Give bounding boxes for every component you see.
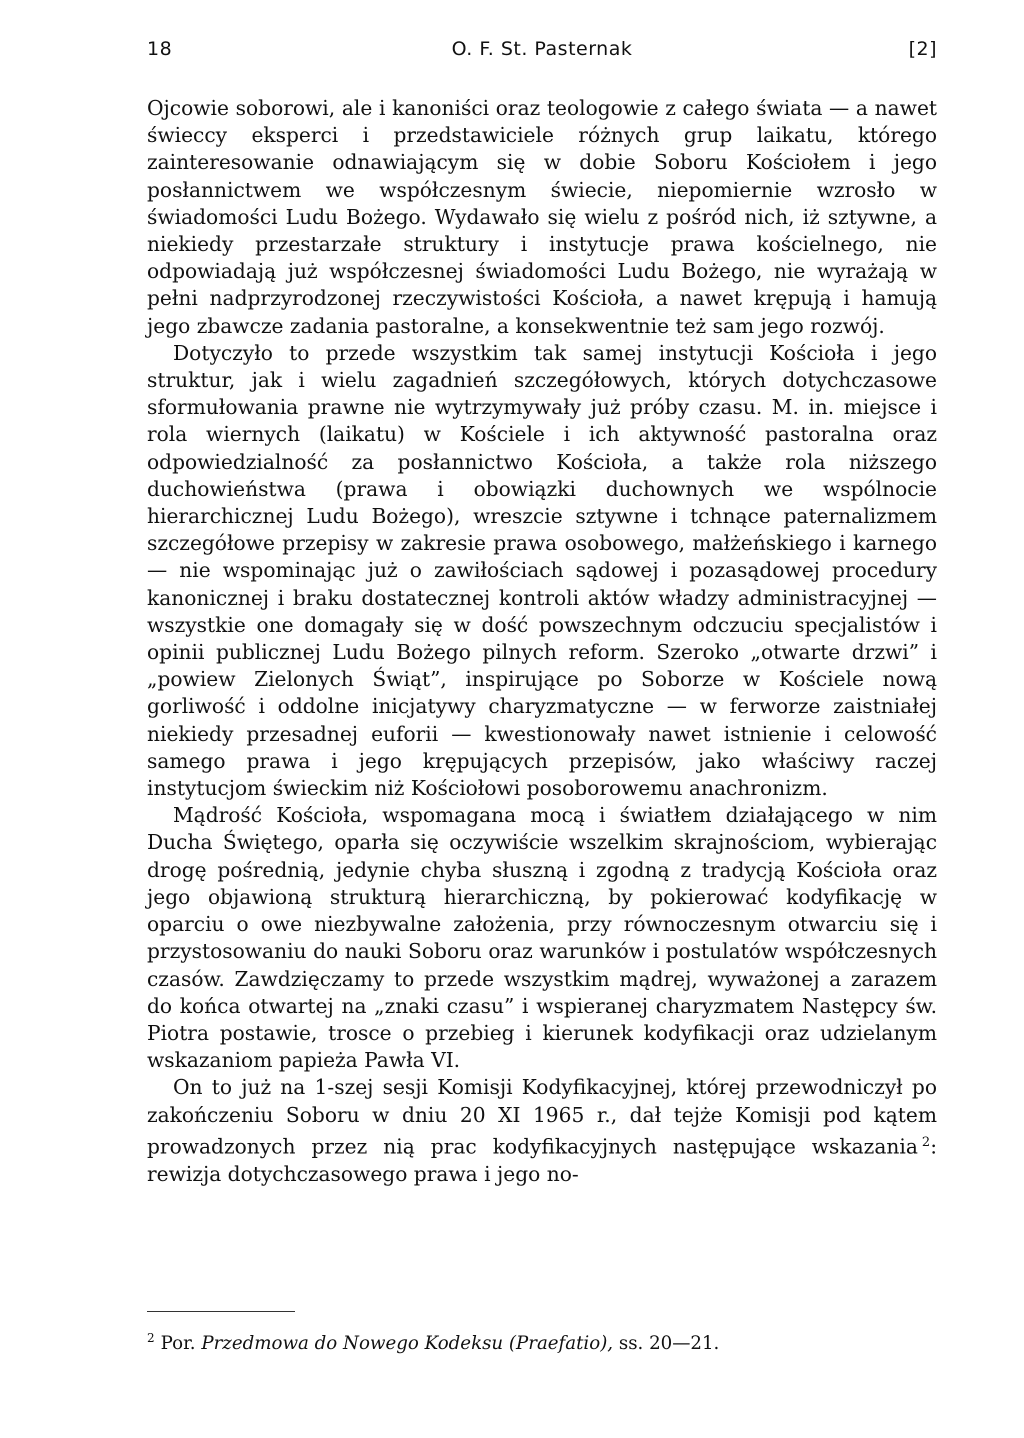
paragraph-1: Ojcowie soborowi, ale i kanoniści oraz teologowie z całego świata — a nawet świeccy eksperci i przedstawiciele różnych grup laikatu, którego zainteresowanie odnawiającym się w dobie Soboru Kościołem i jego posłannictwem we współczesnym świecie, niepomiernie wzrosło w świadomości Ludu Bożego. Wydawało się wielu z pośród nich, iż sztywne, a niekiedy przestarzałe struktury i instytucje prawa kościelnego, nie odpowiadają już współczesnej świadomości Ludu Bożego, nie wyrażają w pełni nadprzyrodzonej rzeczywistości Kościoła, a nawet krępują i hamują jego zbawcze zadania pastoralne, a konsekwentnie też sam jego rozwój. — [147, 96, 937, 338]
main-text — [147, 95, 937, 1188]
paragraph-3: Mądrość Kościoła, wspomagana mocą i światłem działającego w nim Ducha Świętego, oparła się oczywiście wszelkim skrajnościom, wybierając drogę pośrednią, jedynie chyba słuszną i zgodną z tradycją Kościoła oraz jego objawioną strukturą hierarchiczną, by pokierować kodyfikację w oparciu o owe niezbywalne założenia, przy równoczesnym otwarciu się i przystosowaniu do nauki Soboru oraz warunków i postulatów współczesnych czasów. Zawdzięczamy to przede wszystkim mądrej, wyważonej a zarazem do końca otwartej na „znaki czasu” i wspieranej charyzmatem Następcy św. Piotra postawie, trosce o przebieg i kierunek kodyfikacji oraz udzielanym wskazaniom papieża Pawła VI. — [147, 803, 937, 1073]
footnote-title: Przedmowa do Nowego Kodeksu (Praefatio), — [201, 1333, 614, 1355]
footnote — [147, 1326, 937, 1356]
section-marker: [2] — [908, 38, 937, 60]
page-header — [147, 38, 937, 68]
footnote-prefix: Por. — [160, 1333, 202, 1355]
paragraph-4-text: On to już na 1-szej sesji Komisji Kodyfikacyjnej, której przewodniczył po zakończeniu Soboru w dniu 20 XI 1965 r., dał tejże Komisji pod kątem prowadzonych przez nią prac kodyfikacyjnych następujące wskazania — [147, 1075, 937, 1159]
footnote-divider — [147, 1311, 295, 1312]
paragraph-4 — [147, 1074, 937, 1188]
footnote-mark: 2 — [147, 1331, 155, 1345]
running-head: O. F. St. Pasternak — [451, 38, 633, 60]
page-number: 18 — [147, 38, 173, 60]
footnote-reference: 2 — [921, 1134, 931, 1150]
paragraph-2: Dotyczyło to przede wszystkim tak samej instytucji Kościoła i jego struktur, jak i wielu zagadnień szczegółowych, których dotychczasowe sformułowania prawne nie wytrzymywały już próby czasu. M. in. miejsce i rola wiernych (laikatu) w Kościele i ich aktywność pastoralna oraz odpowiedzialność za posłannictwo Kościoła, a także rola niższego duchowieństwa (prawa i obowiązki duchownych we wspólnocie hierarchicznej Ludu Bożego), wreszcie sztywne i tchnące paternalizmem szczegółowe przepisy w zakresie prawa osobowego, małżeńskiego i karnego — nie wspominając już o zawiłościach sądowej i pozasądowej procedury kanonicznej i braku dostatecznej kontroli aktów władzy administracyjnej — wszystkie one domagały się w dość powszechnym odczuciu specjalistów i opinii publicznej Ludu Bożego pilnych reform. Szeroko „otwarte drzwi” i „powiew Zielonych Świąt”, inspirujące po Soborze w Kościele nową gorliwość i oddolne inicjatywy charyzmatyczne — w ferworze zaistniałej niekiedy przesadnej euforii — kwestionowały nawet istnienie i celowość samego prawa i jego krępujących przepisów, jako właściwy raczej instytucjom świeckim niż Kościołowi posoborowemu anachronizm. — [147, 340, 937, 801]
footnote-pages: ss. 20—21. — [613, 1333, 720, 1355]
paragraph-4-continuation: : rewizja dotychczasowego prawa i jego no- — [147, 1134, 937, 1186]
